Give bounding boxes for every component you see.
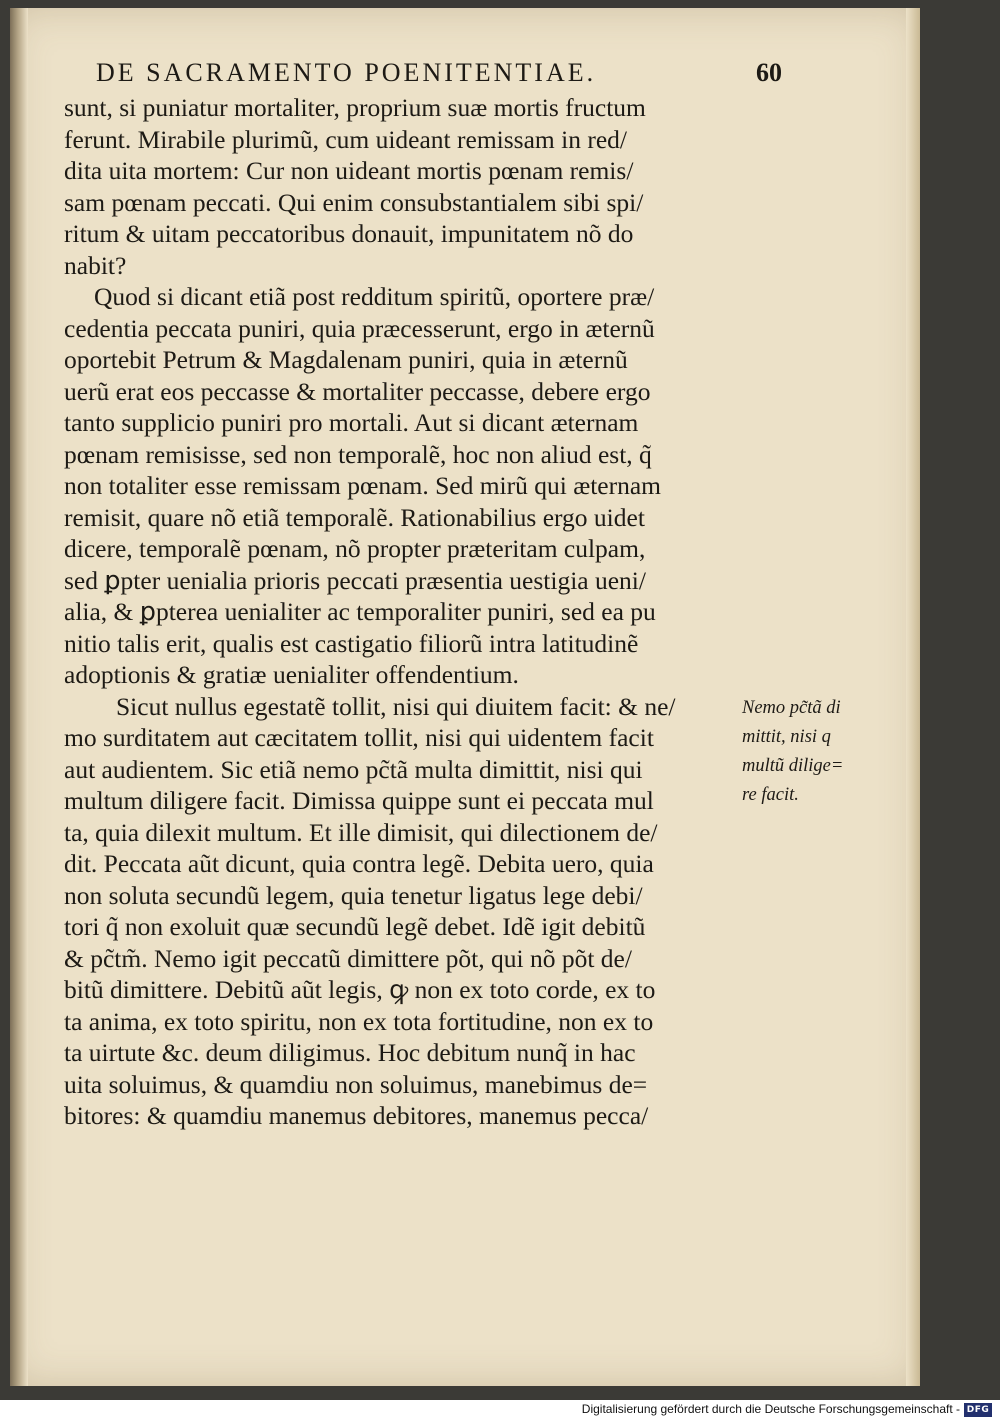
text-line: adoptionis & gratiæ uenialiter offendentium.: [64, 660, 519, 689]
text-line: non soluta secundũ legem, quia tenetur ligatus lege debi/: [64, 880, 643, 910]
text-line: sunt, si puniatur mortaliter, proprium suæ mortis fructum: [64, 93, 646, 122]
text-line: pœnam remisisse, sed non temporalẽ, hoc non aliud est, q̃: [64, 439, 652, 469]
text-line: ta, quia dilexit multum. Et ille dimisit, qui dilectionem de/: [64, 817, 658, 847]
main-text-block: [64, 92, 754, 1132]
text-line: alia, & ꝑpterea uenialiter ac temporaliter puniri, sed ea pu: [64, 597, 656, 626]
page-right-edge: [906, 8, 920, 1386]
paragraph-start-line: Sicut nullus egestatẽ tollit, nisi qui diuitem facit: & ne/: [116, 691, 676, 721]
funding-credit: Digitalisierung gefördert durch die Deutsche Forschungsgemeinschaft -: [581, 1402, 960, 1416]
text-line: cedentia peccata puniri, quia præcesserunt, ergo in æternũ: [64, 313, 655, 343]
text-line: sed ꝑpter uenialia prioris peccati præsentia uestigia ueni/: [64, 565, 646, 595]
text-line: dit. Peccata aũt dicunt, quia contra legẽ. Debita uero, quia: [64, 849, 654, 878]
text-line: ritum & uitam peccatoribus donauit, impunitatem nõ do: [64, 219, 634, 248]
text-line: sam pœnam peccati. Qui enim consubstantialem sibi spi/: [64, 187, 644, 217]
marginal-note-line: mittit, nisi q: [742, 727, 831, 747]
text-line: tanto supplicio puniri pro mortali. Aut si dicant æternam: [64, 408, 639, 437]
text-line: uita soluimus, & quamdiu non soluimus, manebimus de=: [64, 1069, 648, 1099]
text-line: tori q̃ non exoluit quæ secundũ legẽ debet. Idẽ igit debitũ: [64, 912, 646, 941]
text-line: ta uirtute &c. deum diligimus. Hoc debitum nunq̃ in hac: [64, 1038, 636, 1067]
marginal-note: [742, 694, 882, 810]
paragraph-start-line: Quod si dicant etiã post redditum spiritũ, oportere præ/: [94, 282, 655, 311]
text-line: non totaliter esse remissam pœnam. Sed mirũ qui æternam: [64, 471, 662, 500]
text-line: dita uita mortem: Cur non uideant mortis pœnam remis/: [64, 156, 634, 185]
dfg-logo: DFG: [964, 1403, 992, 1417]
folio-number: 60: [756, 58, 782, 87]
text-line: nabit?: [64, 250, 127, 280]
digitization-footer: [0, 1400, 1000, 1421]
page-gutter-edge: [10, 8, 28, 1386]
text-line: aut audientem. Sic etiã nemo pc̃tã multa dimittit, nisi qui: [64, 754, 643, 784]
text-line: uerũ erat eos peccasse & mortaliter peccasse, debere ergo: [64, 376, 651, 406]
text-line: ta anima, ex toto spiritu, non ex tota fortitudine, non ex to: [64, 1006, 654, 1036]
text-line: oportebit Petrum & Magdalenam puniri, quia in æternũ: [64, 345, 628, 374]
text-line: bitores: & quamdiu manemus debitores, manemus pecca/: [64, 1101, 649, 1130]
text-line: remisit, quare nõ etiã temporalẽ. Rationabilius ergo uidet: [64, 502, 645, 532]
text-line: nitio talis erit, qualis est castigatio filiorũ intra latitudinẽ: [64, 628, 639, 658]
text-line: multum diligere facit. Dimissa quippe sunt ei peccata mul: [64, 786, 654, 815]
running-title: DE SACRAMENTO POENITENTIAE.: [96, 58, 597, 87]
text-line: dicere, temporalẽ pœnam, nõ propter præteritam culpam,: [64, 534, 646, 563]
page-header: [96, 58, 796, 90]
text-line: ferunt. Mirabile plurimũ, cum uideant remissam in red/: [64, 124, 627, 154]
text-line: mo surditatem aut cæcitatem tollit, nisi qui uidentem facit: [64, 723, 654, 752]
marginal-note-line: Nemo pc̃tã di: [742, 698, 841, 718]
text-line: bitũ dimittere. Debitũ aũt legis, ꝙ non ex toto corde, ex to: [64, 975, 656, 1004]
marginal-note-line: multũ dilige=: [742, 756, 844, 776]
text-line: & pc̃tm̃. Nemo igit peccatũ dimittere põt, qui nõ põt de/: [64, 943, 632, 973]
marginal-note-line: re facit.: [742, 785, 799, 805]
